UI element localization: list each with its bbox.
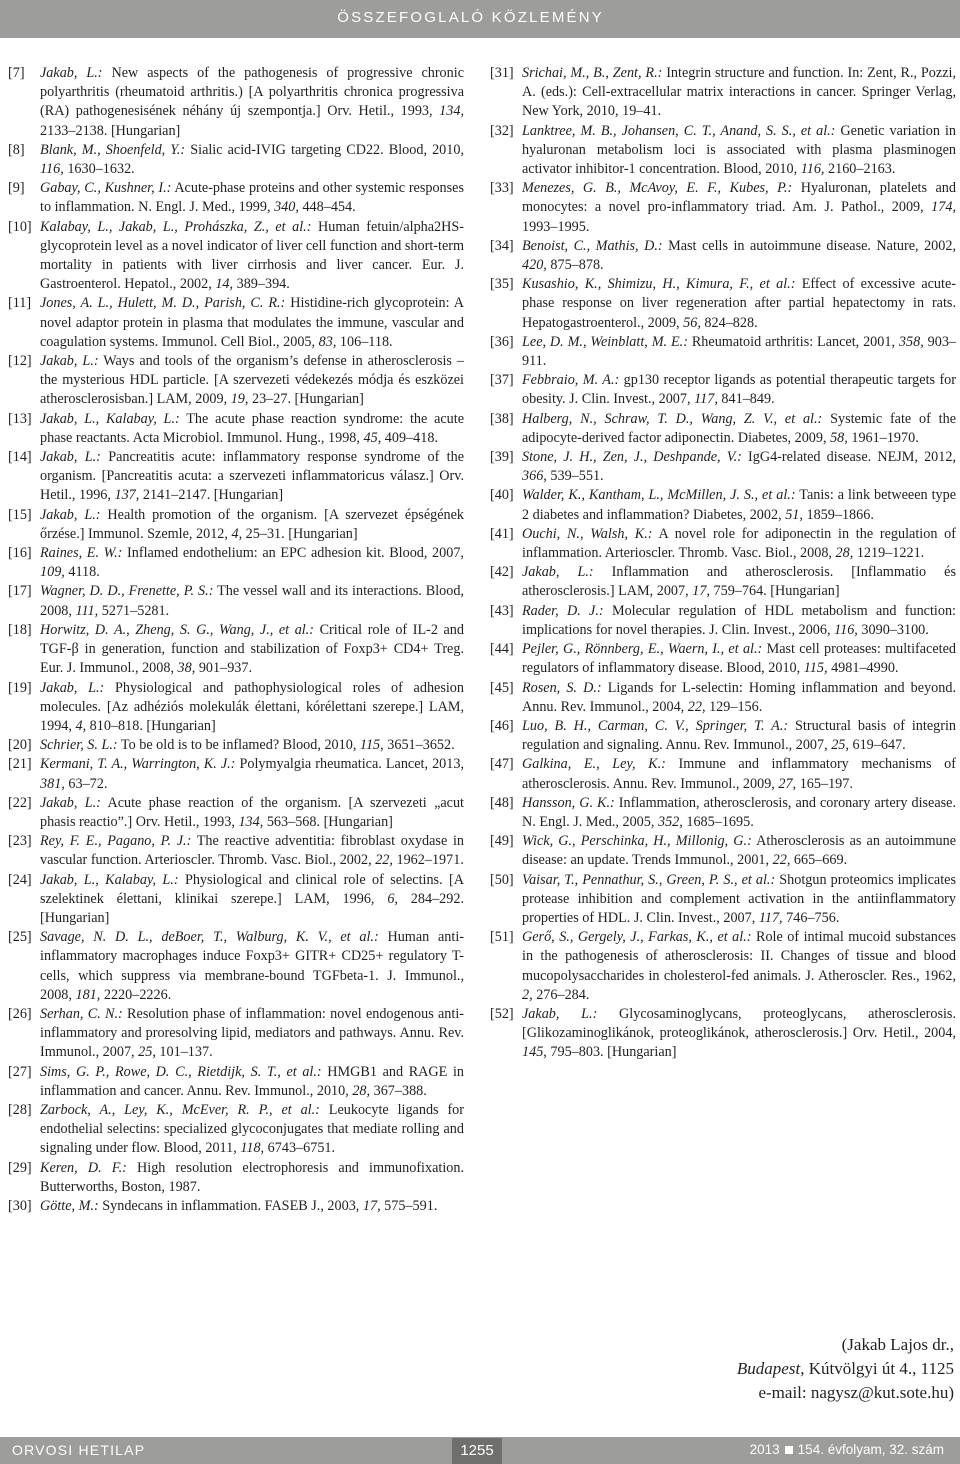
reference-number: [50]	[490, 871, 514, 888]
reference-item	[490, 794, 956, 832]
reference-pages: 63–72.	[64, 775, 108, 792]
reference-number: [45]	[490, 679, 514, 696]
reference-pages: 165–197.	[796, 775, 853, 792]
signature-city: Budapest,	[736, 1359, 805, 1378]
reference-authors: Sims, G. P., Rowe, D. C., Rietdijk, S. T., et al.:	[40, 1063, 322, 1080]
reference-text: Role of intimal mucoid substances in the pathogenesis of atherosclerosis: II. Changes of tissue and blood mucopolysaccharides in cholesterol-fed animals. J. Atheroscler. Res., 1962,	[522, 929, 956, 984]
reference-text: New aspects of the pathogenesis of progressive chronic polyarthritis (rheumatoid arthritis.) [A polyarthritis chronica progressiva (RA) pathogenesisének néhány új szempontja.] Orv. Hetil., 1993,	[40, 65, 464, 120]
reference-text: Hyaluronan, platelets and monocytes: a novel pro-inflammatory triad. Am. J. Pathol., 2009,	[522, 180, 956, 216]
reference-volume: 118,	[240, 1140, 265, 1157]
reference-volume: 174,	[931, 199, 956, 216]
reference-authors: Lee, D. M., Weinblatt, M. E.:	[522, 333, 688, 350]
reference-text: High resolution electrophoresis and immunofixation. Butterworths, Boston, 1987.	[40, 1159, 465, 1195]
reference-pages: 2141–2147. [Hungarian]	[139, 487, 284, 504]
reference-volume: 340,	[274, 199, 299, 216]
reference-number: [47]	[490, 756, 514, 773]
page-number: 1255	[452, 1438, 502, 1464]
signature-email[interactable]: e-mail: nagysz@kut.sote.hu)	[758, 1383, 954, 1402]
reference-number: [35]	[490, 276, 514, 293]
reference-authors: Jakab, L.:	[522, 1005, 598, 1022]
reference-item	[490, 640, 956, 678]
reference-authors: Rader, D. J.:	[522, 602, 604, 619]
reference-pages: 448–454.	[298, 199, 356, 216]
reference-text: Health promotion of the organism. [A szervezet épségének őrzése.] Immunol. Szemle, 2012,	[40, 506, 464, 542]
reference-pages: 841–849.	[717, 391, 775, 408]
reference-number: [21]	[8, 756, 32, 773]
reference-authors: Menezes, G. B., McAvoy, E. F., Kubes, P.:	[522, 180, 793, 197]
reference-number: [19]	[8, 679, 32, 696]
reference-authors: Wick, G., Perschinka, H., Millonig, G.:	[522, 833, 752, 850]
reference-number: [27]	[8, 1063, 32, 1080]
reference-text: Syndecans in inflammation. FASEB J., 2003,	[98, 1197, 363, 1214]
reference-item	[8, 294, 464, 352]
reference-volume: 115,	[359, 737, 384, 754]
reference-text: Inflamed endothelium: an EPC adhesion kit. Blood, 2007,	[122, 545, 464, 562]
reference-pages: 539–551.	[546, 468, 604, 485]
reference-pages: 5271–5281.	[98, 602, 170, 619]
reference-authors: Febbraio, M. A.:	[522, 372, 620, 389]
reference-authors: Horwitz, D. A., Zheng, S. G., Wang, J., et al.:	[40, 621, 314, 638]
reference-authors: Pejler, G., Rönnberg, E., Waern, I., et al.:	[522, 641, 763, 658]
reference-authors: Jakab, L.:	[522, 564, 594, 581]
reference-volume: 25,	[831, 737, 849, 754]
reference-pages: 875–878.	[546, 257, 604, 274]
reference-volume: 22,	[687, 698, 706, 715]
reference-pages: 129–156.	[705, 698, 763, 715]
reference-number: [44]	[490, 641, 514, 658]
reference-volume: 6,	[387, 890, 398, 907]
reference-volume: 381,	[40, 775, 65, 792]
reference-list-right	[490, 64, 956, 1063]
reference-number: [33]	[490, 180, 514, 197]
reference-number: [49]	[490, 833, 514, 850]
reference-volume: 366,	[522, 468, 547, 485]
reference-item	[8, 218, 464, 295]
reference-authors: Jakab, L., Kalabay, L.:	[40, 410, 180, 427]
reference-text: Resolution phase of inflammation: novel endogenous anti-inflammatory and proresolving lipid, mediators and pathways. Annu. Rev. Immunol., 2007,	[40, 1005, 464, 1061]
reference-volume: 51,	[785, 506, 803, 523]
reference-authors: Schrier, S. L.:	[40, 737, 118, 754]
reference-pages: 3651–3652.	[383, 737, 455, 754]
reference-item	[8, 1063, 464, 1101]
reference-text: Shotgun proteomics implicates protease inhibition and complement activation in the antiinflammatory properties of HDL. J. Clin. Invest., 2007,	[522, 871, 956, 926]
reference-number: [17]	[8, 583, 32, 600]
reference-pages: 101–137.	[155, 1044, 213, 1061]
reference-number: [16]	[8, 545, 32, 562]
reference-item	[8, 582, 464, 620]
reference-text: To be old is to be inflamed? Blood, 2010,	[117, 737, 360, 754]
reference-item	[490, 237, 956, 275]
reference-item	[8, 736, 464, 755]
reference-volume: 17,	[362, 1197, 381, 1214]
reference-volume: 28,	[835, 545, 854, 562]
reference-authors: Jakab, L.:	[40, 65, 103, 81]
reference-number: [28]	[8, 1101, 32, 1118]
reference-pages: 2220–2226.	[100, 986, 172, 1003]
reference-volume: 56,	[683, 314, 701, 331]
reference-pages: 810–818. [Hungarian]	[86, 717, 216, 734]
signature-name: (Jakab Lajos dr.,	[841, 1335, 954, 1354]
reference-number: [29]	[8, 1159, 32, 1176]
reference-volume: 83,	[318, 333, 337, 350]
reference-text: HMGB1 and RAGE in inflammation and cancer. Annu. Rev. Immunol., 2010,	[40, 1063, 464, 1099]
reference-authors: Rosen, S. D.:	[522, 679, 602, 696]
reference-text: Ways and tools of the organism’s defense in atherosclerosis – the mysterious HDL particle. [A szervezeti védekezés módja és eszközei atherosclerosisban.] LAM, 2009,	[40, 353, 464, 408]
reference-pages: 1961–1970.	[847, 429, 919, 446]
reference-pages: 3090–3100.	[857, 621, 929, 638]
reference-authors: Gabay, C., Kushner, I.:	[40, 180, 172, 197]
reference-number: [42]	[490, 564, 514, 581]
issue-volume: 154. évfolyam, 32. szám	[797, 1442, 944, 1457]
reference-pages: 367–388.	[370, 1082, 427, 1099]
reference-authors: Jakab, L.:	[40, 794, 101, 811]
reference-authors: Benoist, C., Mathis, D.:	[522, 237, 663, 254]
reference-authors: Jakab, L.:	[40, 679, 105, 696]
reference-authors: Jakab, L.:	[40, 449, 101, 466]
reference-number: [36]	[490, 333, 514, 350]
journal-name: ORVOSI HETILAP	[12, 1442, 146, 1458]
reference-authors: Halberg, N., Schraw, T. D., Wang, Z. V., et al.:	[522, 410, 823, 427]
reference-volume: 117,	[758, 909, 783, 926]
reference-number: [43]	[490, 602, 514, 619]
reference-pages: 1993–1995.	[522, 218, 590, 235]
reference-text: Acute-phase proteins and other systemic responses to inflammation. N. Engl. J. Med., 1999,	[40, 180, 464, 216]
reference-text: Genetic variation in hyaluronan metabolism loci is associated with plasma plasminogen activator inhibitor-1 concentration. Blood, 2010,	[522, 122, 956, 178]
reference-authors: Jakab, L., Kalabay, L.:	[40, 871, 179, 888]
reference-number: [52]	[490, 1005, 514, 1022]
reference-number: [30]	[8, 1197, 32, 1214]
reference-item	[8, 679, 464, 737]
reference-text: IgG4-related disease. NEJM, 2012,	[741, 449, 956, 466]
reference-pages: 25–31. [Hungarian]	[242, 525, 358, 542]
reference-item	[8, 1101, 464, 1159]
reference-number: [46]	[490, 717, 514, 734]
reference-pages: 665–669.	[790, 852, 848, 869]
reference-volume: 2,	[522, 986, 533, 1003]
reference-pages: 2160–2163.	[824, 161, 896, 178]
reference-number: [32]	[490, 122, 514, 139]
reference-item	[8, 1197, 464, 1216]
reference-text: A novel role for adiponectin in the regulation of inflammation. Arterioscler. Thromb. Vasc. Biol., 2008,	[522, 525, 956, 562]
reference-authors: Kermani, T. A., Warrington, K. J.:	[40, 756, 236, 773]
reference-number: [11]	[8, 295, 32, 312]
reference-text: The acute phase reaction syndrome: the acute phase reactants. Acta Microbiol. Immunol. Hung., 1998,	[40, 410, 464, 446]
reference-volume: 14,	[215, 276, 234, 293]
reference-pages: 1685–1695.	[682, 813, 754, 830]
reference-item	[490, 275, 956, 333]
reference-text: Physiological and clinical role of selectins. [A szelektinek élettani, klinikai szerepe.] LAM, 1996,	[40, 871, 464, 907]
reference-pages: 575–591.	[380, 1197, 438, 1214]
reference-text: Mast cells in autoimmune disease. Nature, 2002,	[662, 237, 956, 254]
reference-number: [38]	[490, 410, 514, 427]
reference-text: Human fetuin/alpha2HS-glycoprotein level as a novel indicator of liver cell function and short-term mortality in patients with liver cirrhosis and liver cancer. Eur. J. Gastroenterol. Hepatol., 2002,	[40, 218, 465, 293]
reference-item	[490, 679, 956, 717]
reference-number: [37]	[490, 372, 514, 389]
reference-text: Human anti-inflammatory macrophages induce Foxp3+ GITR+ CD25+ regulatory T-cells, which suppress via membrane-bound TGFbeta-1. J. Immunol., 2008,	[40, 929, 464, 1003]
reference-volume: 181,	[75, 986, 101, 1003]
reference-item	[8, 544, 464, 582]
reference-text: Molecular regulation of HDL metabolism and function: implications for novel therapies. J. Clin. Invest., 2006,	[522, 602, 956, 638]
reference-item	[490, 1005, 956, 1063]
reference-pages: 1962–1971.	[392, 852, 464, 869]
reference-authors: Vaisar, T., Pennathur, S., Green, P. S., et al.:	[522, 871, 776, 888]
reference-pages: 276–284.	[532, 986, 590, 1003]
reference-authors: Lanktree, M. B., Johansen, C. T., Anand, S. S., et al.:	[522, 122, 836, 139]
reference-item	[8, 1005, 464, 1063]
reference-number: [51]	[490, 929, 514, 946]
reference-volume: 22,	[375, 852, 393, 869]
reference-text: gp130 receptor ligands as potential therapeutic targets for obesity. J. Clin. Invest., 2007,	[522, 372, 956, 408]
reference-item	[490, 333, 956, 371]
reference-item	[8, 352, 464, 410]
reference-number: [7]	[8, 65, 25, 81]
reference-pages: 389–394.	[233, 276, 290, 293]
reference-number: [25]	[8, 929, 32, 946]
reference-volume: 134,	[238, 813, 264, 830]
reference-text: Rheumatoid arthritis: Lancet, 2001,	[687, 333, 899, 350]
reference-item	[490, 717, 956, 755]
reference-volume: 22,	[772, 852, 791, 869]
reference-volume: 115,	[803, 660, 828, 677]
reference-item	[490, 871, 956, 929]
reference-text: Inflammation and atherosclerosis. [Inflammatio és atherosclerosis.] LAM, 2007,	[522, 564, 956, 600]
reference-item	[490, 371, 956, 409]
reference-item	[8, 1159, 464, 1197]
reference-text: Integrin structure and function. In: Zent, R., Pozzi, A. (eds.): Cell-extracellular matrix interactions in cancer. Springer Verlag, New York, 2010, 19–41.	[522, 65, 956, 120]
issue-info	[750, 1442, 944, 1457]
reference-authors: Gerő, S., Gergely, J., Farkas, K., et al.:	[522, 929, 752, 946]
reference-item	[8, 64, 464, 141]
reference-item	[490, 928, 956, 1005]
reference-volume: 352,	[657, 813, 683, 830]
issue-year: 2013	[749, 1442, 780, 1457]
reference-text: Effect of excessive acute-phase response on liver regeneration after partial hepatectomy in rats. Hepatogastroenterol., 2009,	[522, 276, 956, 331]
reference-pages: 903–911.	[522, 333, 957, 370]
reference-item	[8, 506, 464, 544]
reference-item	[490, 755, 956, 793]
reference-pages: 824–828.	[700, 314, 758, 331]
reference-volume: 109,	[40, 564, 65, 581]
reference-pages: 23–27. [Hungarian]	[248, 391, 364, 408]
reference-volume: 116,	[800, 161, 825, 178]
reference-pages: 563–568. [Hungarian]	[263, 813, 393, 830]
reference-item	[490, 525, 956, 563]
reference-text: Sialic acid-IVIG targeting CD22. Blood, 2010,	[185, 141, 465, 158]
section-title: ÖSSZEFOGLALÓ KÖZLEMÉNY	[337, 9, 604, 26]
reference-authors: Raines, E. W.:	[40, 545, 123, 562]
reference-item	[490, 122, 956, 180]
reference-pages: 619–647.	[848, 737, 906, 754]
reference-text: The vessel wall and its interactions. Blood, 2008,	[40, 583, 464, 619]
reference-volume: 19,	[230, 391, 249, 408]
reference-item	[490, 832, 956, 870]
reference-text: Atherosclerosis as an autoimmune disease: an update. Trends Immunol., 2001,	[522, 833, 956, 869]
reference-number: [22]	[8, 794, 32, 811]
reference-volume: 58,	[830, 429, 848, 446]
reference-pages: 1859–1866.	[802, 506, 874, 523]
reference-item	[490, 410, 956, 448]
reference-authors: Stone, J. H., Zen, J., Deshpande, V.:	[522, 449, 742, 466]
reference-number: [41]	[490, 525, 514, 542]
reference-authors: Srichai, M., B., Zent, R.:	[522, 65, 663, 81]
reference-text: Immune and inflammatory mechanisms of atherosclerosis. Annu. Rev. Immunol., 2009,	[522, 756, 956, 792]
reference-item	[490, 179, 956, 237]
reference-volume: 145,	[522, 1044, 547, 1061]
reference-item	[8, 755, 464, 793]
reference-text: Pancreatitis acute: inflammatory response syndrome of the organism. [Pancreatitis acuta: a szervezeti inflammatoricus válasz.] Orv. Hetil., 1996,	[40, 449, 464, 504]
reference-volume: 111,	[75, 602, 99, 619]
reference-pages: 2133–2138. [Hungarian]	[40, 122, 181, 139]
reference-volume: 116,	[40, 161, 64, 178]
signature-street: Kútvölgyi út 4., 1125	[804, 1359, 954, 1378]
reference-authors: Jakab, L.:	[40, 353, 99, 370]
reference-text: Acute phase reaction of the organism. [A szervezeti „acut phasis reactio”.] Orv. Hetil., 1993,	[40, 794, 464, 830]
author-signature	[554, 1333, 954, 1405]
reference-item	[490, 563, 956, 601]
reference-authors: Jakab, L.:	[40, 506, 101, 523]
reference-volume: 137,	[114, 487, 140, 504]
separator-square-icon	[785, 1446, 793, 1454]
reference-volume: 38,	[177, 660, 196, 677]
reference-pages: 409–418.	[381, 429, 438, 446]
reference-pages: 284–292. [Hungarian]	[40, 890, 464, 926]
reference-text: Mast cell proteases: multifaceted regulators of inflammatory disease. Blood, 2010,	[522, 641, 956, 677]
reference-item	[8, 871, 464, 929]
reference-number: [24]	[8, 871, 32, 888]
reference-number: [31]	[490, 65, 514, 81]
reference-list-left	[8, 64, 464, 1216]
reference-text: Physiological and pathophysiological roles of adhesion molecules. [Az adhéziós molekulák élettani, kórélettani szerepe.] LAM, 1994,	[40, 679, 464, 734]
reference-volume: 117,	[694, 391, 718, 408]
reference-item	[8, 410, 464, 448]
reference-number: [10]	[8, 218, 32, 235]
reference-pages: 746–756.	[782, 909, 840, 926]
reference-item	[490, 448, 956, 486]
reference-authors: Galkina, E., Ley, K.:	[522, 756, 666, 773]
reference-pages: 1630–1632.	[63, 161, 135, 178]
reference-volume: 358,	[898, 333, 924, 350]
reference-number: [20]	[8, 737, 32, 754]
reference-volume: 45,	[363, 429, 382, 446]
reference-authors: Wagner, D. D., Frenette, P. S.:	[40, 583, 214, 600]
reference-volume: 4,	[231, 525, 243, 542]
reference-number: [9]	[8, 180, 25, 197]
reference-volume: 134,	[439, 103, 464, 120]
reference-authors: Hansson, G. K.:	[522, 794, 615, 811]
reference-text: Histidine-rich glycoprotein: A novel adaptor protein in plasma that modulates the immune, vascular and coagulation systems. Immunol. Cell Biol., 2005,	[40, 295, 464, 350]
reference-text: Polymyalgia rheumatica. Lancet, 2013,	[235, 756, 464, 773]
reference-pages: 4118.	[64, 564, 100, 581]
reference-authors: Serhan, C. N.:	[40, 1005, 123, 1022]
reference-text: Structural basis of integrin regulation and signaling. Annu. Rev. Immunol., 2007,	[522, 717, 956, 754]
reference-text: Tanis: a link betweeen type 2 diabetes and inflammation? Diabetes, 2002,	[522, 487, 956, 523]
reference-pages: 106–118.	[336, 333, 393, 350]
reference-text: Ligands for L-selectin: Homing inflammation and beyond. Annu. Rev. Immunol., 2004,	[522, 679, 956, 715]
reference-authors: Zarbock, A., Ley, K., McEver, R. P., et al.:	[40, 1101, 320, 1118]
reference-text: The reactive adventitia: fibroblast oxydase in vascular function. Arterioscler. Thromb. Vasc. Biol., 2002,	[40, 833, 464, 869]
reference-number: [26]	[8, 1005, 32, 1022]
reference-authors: Luo, B. H., Carman, C. V., Springer, T. A.:	[522, 717, 789, 734]
reference-number: [13]	[8, 410, 32, 427]
reference-item	[8, 621, 464, 679]
reference-number: [15]	[8, 506, 32, 523]
reference-volume: 17,	[692, 583, 710, 600]
reference-pages: 6743–6751.	[264, 1140, 336, 1157]
reference-number: [48]	[490, 794, 514, 811]
reference-authors: Ouchi, N., Walsh, K.:	[522, 525, 653, 542]
reference-text: Glycosaminoglycans, proteoglycans, atherosclerosis. [Glikozaminoglikánok, proteoglikánok, atherosclerosis.] Orv. Hetil., 2004,	[522, 1005, 956, 1042]
reference-item	[8, 448, 464, 506]
reference-authors: Savage, N. D. L., deBoer, T., Walburg, K. V., et al.:	[40, 929, 379, 946]
reference-number: [34]	[490, 237, 514, 254]
reference-pages: 901–937.	[195, 660, 253, 677]
reference-volume: 116,	[834, 621, 858, 638]
reference-item	[8, 794, 464, 832]
reference-item	[8, 179, 464, 217]
reference-volume: 420,	[522, 257, 547, 274]
reference-pages: 4981–4990.	[827, 660, 899, 677]
reference-authors: Kusashio, K., Shimizu, H., Kimura, F., et al.:	[522, 276, 796, 293]
reference-pages: 795–803. [Hungarian]	[546, 1044, 677, 1061]
reference-volume: 25,	[138, 1044, 156, 1061]
reference-volume: 27,	[778, 775, 797, 792]
reference-authors: Jones, A. L., Hulett, M. D., Parish, C. R.:	[40, 295, 286, 312]
reference-authors: Blank, M., Shoenfeld, Y.:	[40, 141, 186, 158]
reference-item	[8, 928, 464, 1005]
reference-number: [18]	[8, 621, 32, 638]
reference-authors: Götte, M.:	[40, 1197, 99, 1214]
reference-item	[490, 602, 956, 640]
reference-number: [40]	[490, 487, 514, 504]
reference-pages: 1219–1221.	[853, 545, 925, 562]
reference-item	[490, 486, 956, 524]
reference-item	[8, 141, 464, 179]
reference-authors: Keren, D. F.:	[40, 1159, 127, 1176]
reference-number: [39]	[490, 449, 514, 466]
signature-address	[554, 1357, 954, 1381]
reference-text: Critical role of IL-2 and TGF-β in generation, function and stabilization of Foxp3+ CD4+ Treg. Eur. J. Immunol., 2008,	[40, 621, 464, 677]
reference-authors: Walder, K., Kantham, L., McMillen, J. S., et al.:	[522, 487, 796, 504]
reference-authors: Rey, F. E., Pagano, P. J.:	[40, 833, 192, 850]
reference-authors: Kalabay, L., Jakab, L., Prohászka, Z., et al.:	[40, 218, 312, 235]
reference-text: Inflammation, atherosclerosis, and coronary artery disease. N. Engl. J. Med., 2005,	[522, 794, 956, 830]
reference-volume: 28,	[352, 1082, 371, 1099]
reference-text: Leukocyte ligands for endothelial selectins: specialized glycoconjugates that mediate rolling and signaling under flow. Blood, 2011,	[40, 1101, 465, 1157]
reference-volume: 4,	[75, 717, 87, 734]
reference-number: [12]	[8, 353, 32, 370]
reference-text: Systemic fate of the adipocyte-derived factor adiponectin. Diabetes, 2009,	[522, 410, 956, 446]
reference-pages: 759–764. [Hungarian]	[709, 583, 840, 600]
reference-item	[490, 64, 956, 122]
reference-item	[8, 832, 464, 870]
reference-number: [8]	[8, 141, 25, 158]
reference-number: [14]	[8, 449, 32, 466]
reference-number: [23]	[8, 833, 32, 850]
